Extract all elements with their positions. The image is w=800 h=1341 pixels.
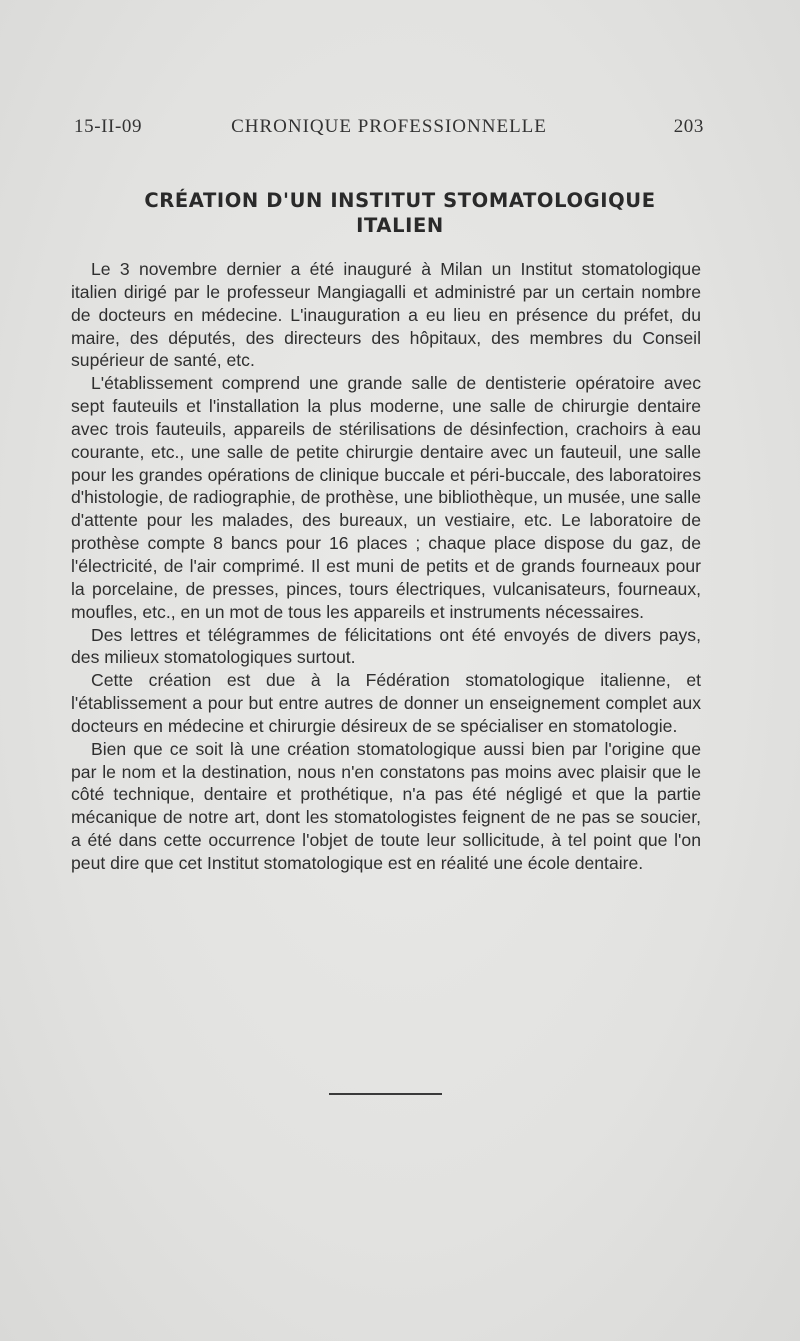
- issue-date: 15-II-09: [74, 116, 143, 137]
- paragraph-3: Des lettres et télégrammes de félicitations ont été envoyés de divers pays, des milieux stomatologiques surtout.: [71, 624, 701, 668]
- article-body: [71, 258, 701, 875]
- paragraph-5: Bien que ce soit là une création stomatologique aussi bien par l'origine que par le nom et la destination, nous n'en constatons pas moins avec plaisir que le côté technique, dentaire et prothétique, n'a pas été négligé et que la partie mécanique de notre art, dont les stomatologistes feignent de ne pas se soucier, a été dans cette occurrence l'objet de toute leur sollicitude, à tel point que l'on peut dire que cet Institut stomatologique est en réalité une école dentaire.: [71, 738, 701, 873]
- paragraph-2: L'établissement comprend une grande salle de dentisterie opératoire avec sept fauteuils et l'installation la plus moderne, une salle de chirurgie dentaire avec trois fauteuils, appareils de stérilisations de désinfection, crachoirs à eau courante, etc., une salle de petite chirurgie dentaire avec un fauteuil, une salle pour les grandes opérations de clinique buccale et péri-buccale, des laboratoires d'histologie, de radiographie, de prothèse, une bibliothèque, un musée, une salle d'attente pour les malades, des bureaux, un vestiaire, etc. Le laboratoire de prothèse compte 8 bancs pour 16 places ; chaque place dispose du gaz, de l'électricité, de l'air comprimé. Il est muni de petits et de grands fourneaux pour la porcelaine, de presses, pinces, tours électriques, vulcanisateurs, fourneaux, moufles, etc., en un mot de tous les appareils et instruments nécessaires.: [71, 373, 701, 622]
- article-title-line-2: ITALIEN: [356, 214, 444, 237]
- page-number: 203: [673, 116, 704, 137]
- section-title: CHRONIQUE PROFESSIONNELLE: [231, 116, 547, 137]
- paragraph-1: Le 3 novembre dernier a été inauguré à Milan un Institut stomatologique italien dirigé par le professeur Mangiagalli et administré par un certain nombre de docteurs en médecine. L'inauguration a eu lieu en présence du préfet, du maire, des députés, des directeurs des hôpitaux, des membres du Conseil supérieur de santé, etc.: [71, 259, 701, 371]
- end-of-article-rule: [329, 1093, 442, 1095]
- paragraph-4: Cette création est due à la Fédération stomatologique italienne, et l'établissement a pour but entre autres de donner un enseignement complet aux docteurs en médecine et chirurgie désireux de se spécialiser en stomatologie.: [71, 670, 701, 736]
- running-head: [74, 116, 704, 144]
- article-title: [60, 188, 740, 238]
- article-title-line-1: CRÉATION D'UN INSTITUT STOMATOLOGIQUE: [144, 189, 656, 212]
